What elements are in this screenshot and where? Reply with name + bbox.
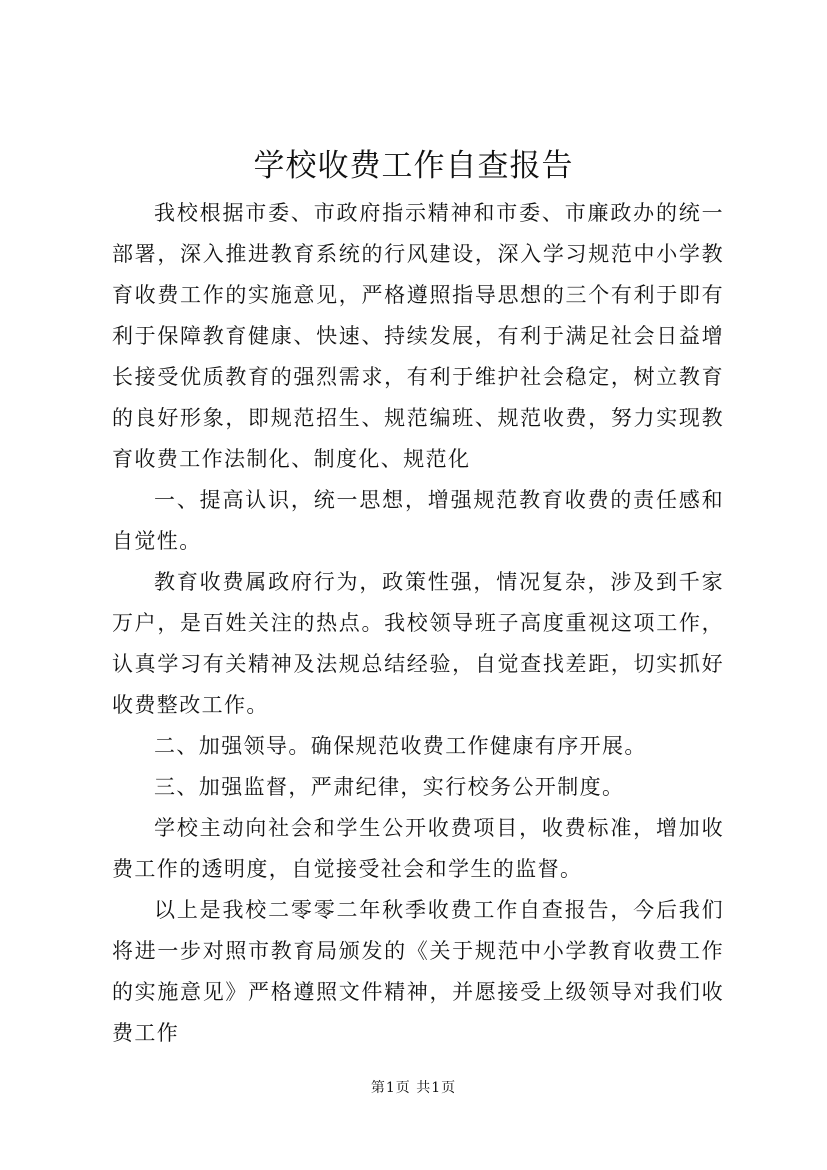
paragraph-section-3-body: 学校主动向社会和学生公开收费项目，收费标准，增加收费工作的透明度，自觉接受社会和学生的监督。 [112, 816, 724, 881]
paragraph-section-1-body: 教育收费属政府行为，政策性强，情况复杂，涉及到千家万户，是百姓关注的热点。我校领导班子高度重视这项工作，认真学习有关精神及法规总结经验，自觉查找差距，切实抓好收费整改工作。 [112, 570, 724, 717]
paragraph-section-2-heading: 二、加强领导。确保规范收费工作健康有序开展。 [154, 734, 647, 758]
paragraph-conclusion: 以上是我校二零零二年秋季收费工作自查报告，今后我们将进一步对照市教育局颁发的《关于规范中小学教育收费工作的实施意见》严格遵照文件精神，并愿接受上级领导对我们收费工作 [112, 898, 724, 1045]
paragraph-section-3-heading: 三、加强监督，严肃纪律，实行校务公开制度。 [154, 775, 625, 799]
paragraph-section-1-heading: 一、提高认识，统一思想，增强规范教育收费的责任感和自觉性。 [112, 488, 724, 553]
page-number-footer: 第1页 共1页 [370, 1080, 457, 1096]
paragraph-intro: 我校根据市委、市政府指示精神和市委、市廉政办的统一部署，深入推进教育系统的行风建设，深入学习规范中小学教育收费工作的实施意见，严格遵照指导思想的三个有利于即有利于保障教育健康、快速、持续发展，有利于满足社会日益增长接受优质教育的强烈需求，有利于维护社会稳定，树立教育的良好形象，即规范招生、规范编班、规范收费，努力实现教育收费工作法制化、制度化、规范化 [112, 201, 724, 471]
document-title: 学校收费工作自查报告 [253, 148, 574, 184]
document-body [112, 193, 724, 1054]
